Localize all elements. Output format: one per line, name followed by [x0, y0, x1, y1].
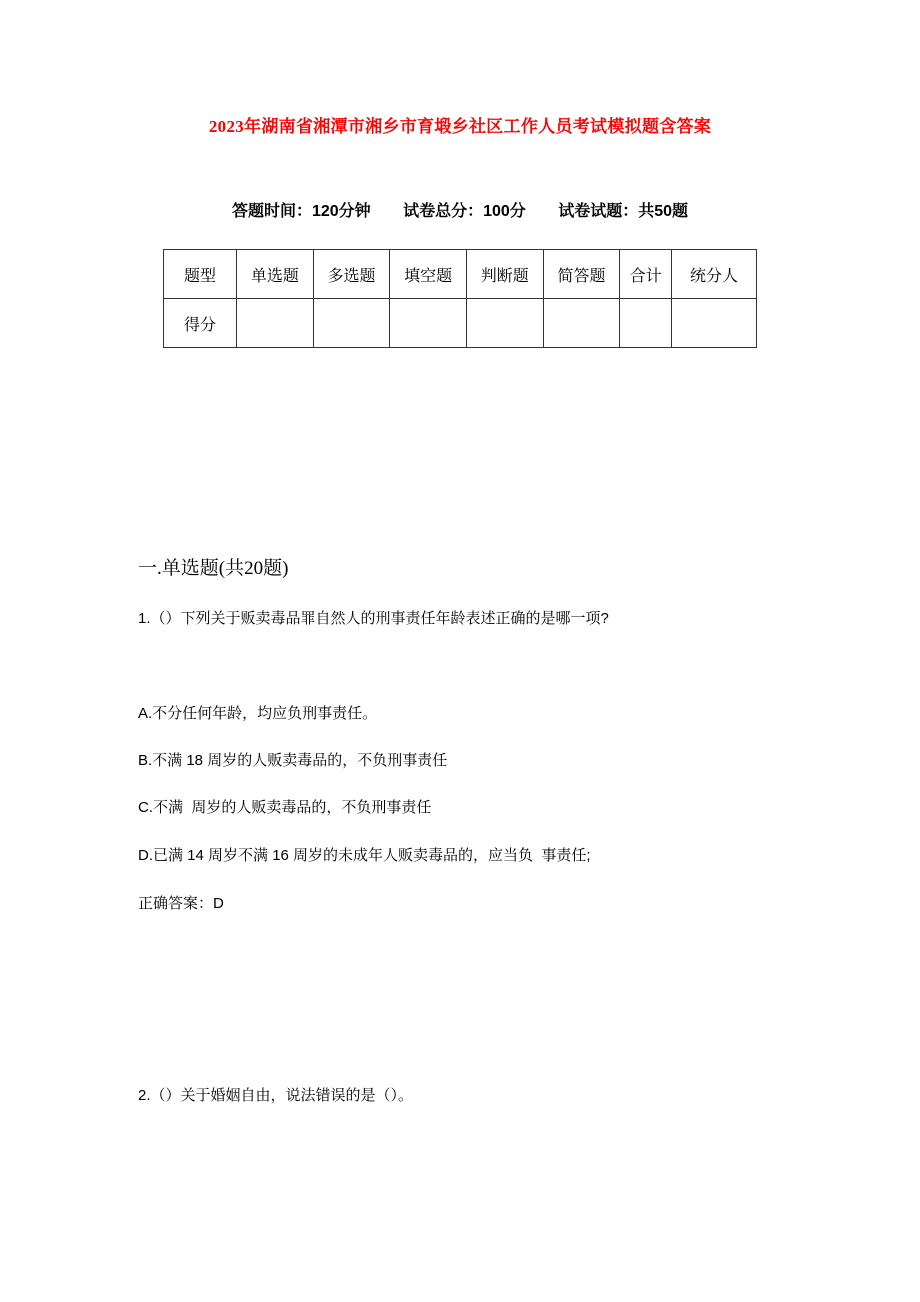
header-cell: 多选题	[313, 250, 390, 299]
option-d: D.已满 14 周岁不满 16 周岁的未成年人贩卖毒品的，应当负 事责任;	[138, 847, 591, 864]
exam-total-score: 试卷总分：100分	[403, 203, 526, 220]
score-cell	[313, 299, 390, 348]
score-cell	[672, 299, 757, 348]
exam-meta	[0, 198, 920, 221]
score-cell	[466, 299, 543, 348]
header-cell: 判断题	[466, 250, 543, 299]
question-stem: 2.（）关于婚姻自由，说法错误的是（）。	[138, 1087, 414, 1104]
header-cell: 题型	[164, 250, 237, 299]
correct-answer: 正确答案：D	[138, 895, 224, 912]
score-table-score-row	[164, 299, 757, 348]
section-heading: 一.单选题(共20题)	[138, 558, 289, 579]
option-c: C.不满 周岁的人贩卖毒品的，不负刑事责任	[138, 799, 432, 816]
header-cell: 简答题	[543, 250, 620, 299]
option-b: B.不满 18 周岁的人贩卖毒品的，不负刑事责任	[138, 752, 448, 769]
exam-question-count: 试卷试题：共50题	[558, 203, 689, 220]
exam-time: 答题时间：120分钟	[231, 203, 371, 220]
header-cell: 填空题	[390, 250, 467, 299]
row-label: 得分	[164, 299, 237, 348]
header-cell: 统分人	[672, 250, 757, 299]
score-table	[163, 249, 757, 348]
option-a: A.不分任何年龄，均应负刑事责任。	[138, 705, 378, 722]
score-cell	[620, 299, 672, 348]
score-table-header-row	[164, 250, 757, 299]
score-cell	[390, 299, 467, 348]
header-cell: 单选题	[237, 250, 314, 299]
document-title: 2023年湖南省湘潭市湘乡市育塅乡社区工作人员考试模拟题含答案	[208, 117, 712, 136]
question-stem: 1.（）下列关于贩卖毒品罪自然人的刑事责任年龄表述正确的是哪一项?	[138, 610, 609, 627]
score-cell	[237, 299, 314, 348]
score-cell	[543, 299, 620, 348]
header-cell: 合计	[620, 250, 672, 299]
